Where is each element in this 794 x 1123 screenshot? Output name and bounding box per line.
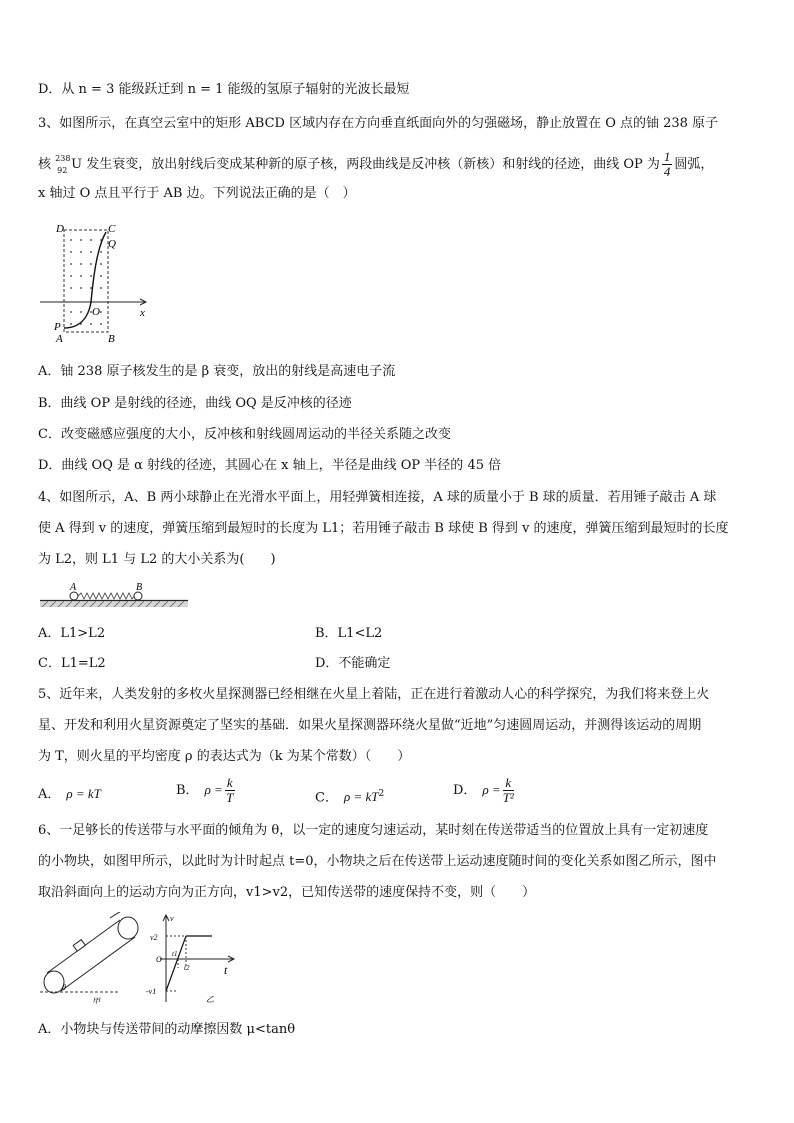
svg-text:x: x [140, 307, 145, 319]
q4-option-c: C．L1=L2 [38, 656, 106, 671]
svg-text:-v1: -v1 [146, 987, 157, 996]
svg-text:B: B [108, 333, 115, 345]
svg-text:D: D [56, 223, 64, 235]
q6-figure-conveyor [38, 912, 142, 1004]
q5-stem-line3: 为 T，则火星的平均密度 ρ 的表达式为（k 为某个常数）（ ） [38, 749, 411, 764]
q6-stem-line1: 6、一足够长的传送带与水平面的倾角为 θ，以一定的速度匀速运动，某时刻在传送带适当的位置放上具有一定初速度 [38, 823, 709, 838]
nuclide-symbol: 238 92 U [55, 154, 83, 175]
svg-text:甲: 甲 [92, 997, 100, 1004]
svg-text:Q: Q [108, 238, 116, 250]
q4-option-d: D．不能确定 [315, 656, 391, 671]
q4-figure-spring-balls [38, 580, 190, 610]
q4-option-b: B．L1<L2 [315, 626, 383, 641]
q4-stem-line2: 使 A 得到 v 的速度，弹簧压缩到最短时的长度为 L1；若用锤子敲击 B 球使 B 得到 v 的速度，弹簧压缩到最短时的长度 [38, 521, 729, 536]
q3-stem-line3: x 轴过 O 点且平行于 AB 边。下列说法正确的是（ ） [38, 186, 356, 201]
q3-figure-magnetic-field [34, 220, 164, 346]
q3-option-a: A．铀 238 原子核发生的是 β 衰变，放出的射线是高速电子流 [38, 364, 396, 379]
svg-text:v2: v2 [150, 933, 158, 942]
q4-stem-line3: 为 L2，则 L1 与 L2 的大小关系为( ) [38, 552, 276, 567]
fraction-one-quarter: $\frac{1}{4}$ [663, 149, 671, 179]
q6-stem-line3: 取沿斜面向上的运动方向为正方向，v1>v2，已知传送带的速度保持不变，则（ ） [38, 885, 536, 900]
svg-text:O: O [92, 306, 100, 318]
q3-option-b: B．曲线 OP 是射线的径迹，曲线 OQ 是反冲核的径迹 [38, 396, 352, 411]
svg-text:B: B [136, 582, 143, 593]
q4-stem-line1: 4、如图所示，A、B 两小球静止在光滑水平面上，用轻弹簧相连接，A 球的质量小于 B 球的质量．若用锤子敲击 A 球 [38, 490, 717, 505]
svg-text:v: v [170, 914, 174, 923]
svg-text:t2: t2 [184, 964, 190, 972]
q5-option-d: D． ρ = $\frac{k}{\text{T²}}$ [453, 775, 514, 805]
svg-text:O: O [156, 955, 162, 964]
svg-text:C: C [108, 223, 116, 235]
prev-option-d: D．从 n = 3 能级跃迁到 n = 1 能级的氢原子辐射的光波长最短 [38, 82, 410, 97]
q6-stem-line2: 的小物块，如图甲所示，以此时为计时起点 t=0，小物块之后在传送带上运动速度随时间的变化关系如图乙所示，图中 [38, 854, 717, 869]
svg-text:t1: t1 [172, 950, 178, 958]
svg-text:P: P [54, 321, 61, 333]
q5-option-a: A． ρ = kT [38, 786, 101, 802]
q5-stem-line1: 5、近年来，人类发射的多枚火星探测器已经相继在火星上着陆，正在进行着激动人心的科学探究，为我们将来登上火 [38, 687, 710, 702]
q4-option-a: A．L1>L2 [38, 626, 106, 641]
svg-text:t: t [224, 963, 228, 977]
q5-stem-line2: 星、开发和利用火星资源奠定了坚实的基础．如果火星探测器环绕火星做“近地”匀速圆周运动，并测得该运动的周期 [38, 718, 702, 733]
q6-figure-velocity-time-graph [146, 912, 242, 1004]
q6-option-a: A．小物块与传送带间的动摩擦因数 μ<tanθ [38, 1022, 296, 1037]
q3-option-c: C．改变磁感应强度的大小，反冲核和射线圆周运动的半径关系随之改变 [38, 427, 451, 442]
q5-option-b: B． ρ = $\frac{k}{T}$ [176, 775, 234, 805]
svg-text:θ: θ [62, 983, 66, 992]
svg-text:A: A [70, 582, 77, 593]
q5-option-c: C． $\rho = kT^2$ [315, 789, 385, 806]
q3-stem-line2: 核 238 92 U 发生衰变，放出射线后变成某种新的原子核，两段曲线是反冲核（新核）和射线的径迹，曲线 OP 为 $\frac{1}{4}$ 圆弧， [38, 149, 714, 179]
q3-option-d: D．曲线 OQ 是 α 射线的径迹，其圆心在 x 轴上，半径是曲线 OP 半径的 45 倍 [38, 458, 502, 473]
q3-stem-line1: 3、如图所示，在真空云室中的矩形 ABCD 区域内存在方向垂直纸面向外的匀强磁场，静止放置在 O 点的铀 238 原子 [38, 116, 719, 131]
svg-text:乙: 乙 [206, 995, 214, 1004]
svg-text:A: A [56, 333, 63, 345]
